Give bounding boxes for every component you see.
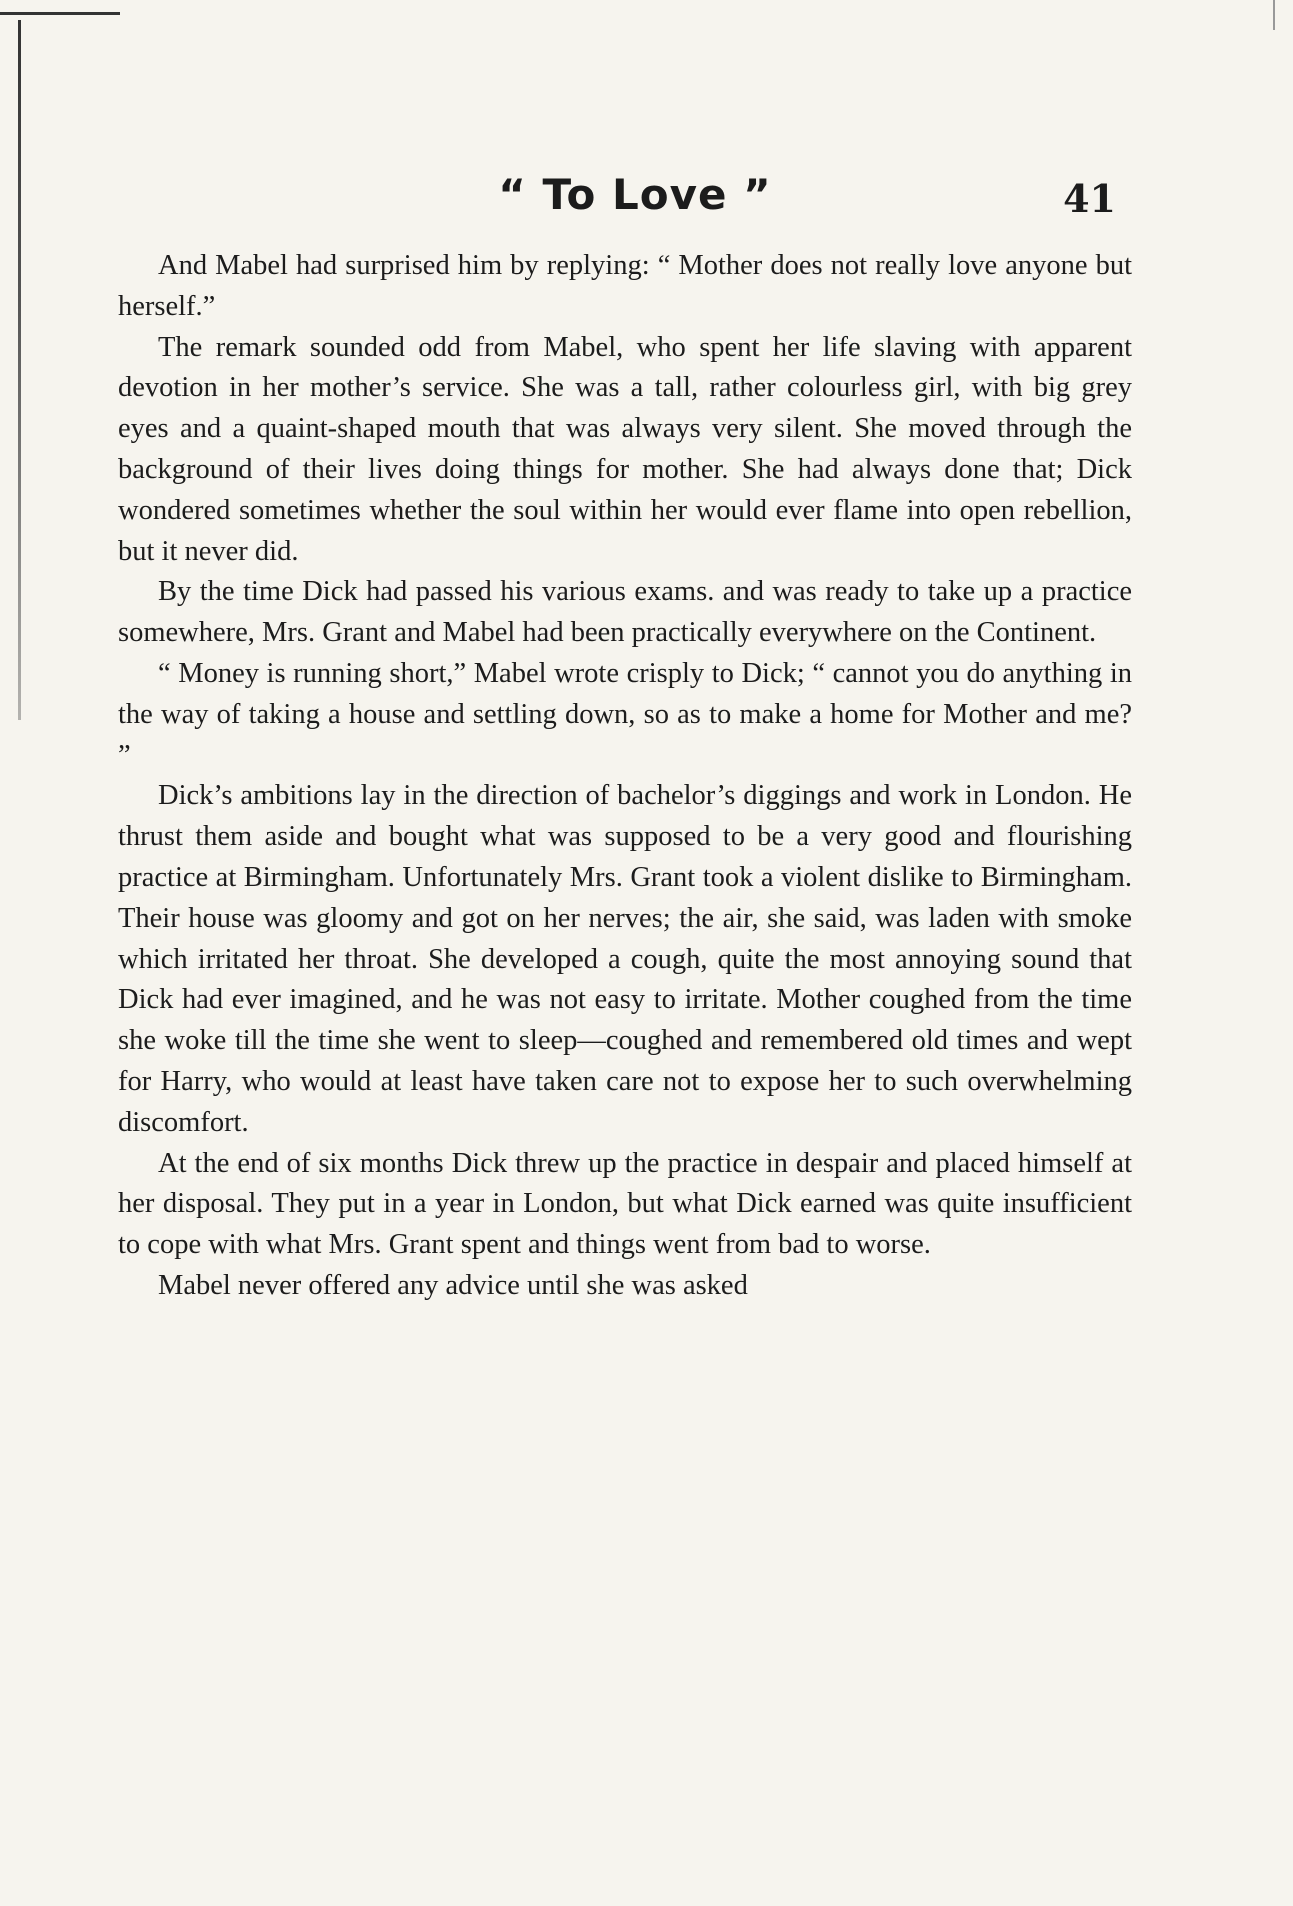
- page-header: [150, 170, 1120, 230]
- paragraph: The remark sounded odd from Mabel, who spent her life slaving with apparent devotion in her mother’s service. She was a tall, rather colourless girl, with big grey eyes and a quaint-shaped mouth that was always very silent. She moved through the background of their lives doing things for mother. She had always done that; Dick wondered sometimes whether the soul within her would ever flame into open rebellion, but it never did.: [118, 331, 1132, 567]
- paragraph: Dick’s ambitions lay in the direction of bachelor’s diggings and work in London. He thrust them aside and bought what was supposed to be a very good and flourishing practice at Birmingham. Unfortunately Mrs. Grant took a violent dislike to Birmingham. Their house was gloomy and got on her nerves; the air, she said, was laden with smoke which irritated her throat. She developed a cough, quite the most annoying sound that Dick had ever imagined, and he was not easy to irritate. Mother coughed from the time she woke till the time she went to sleep—coughed and remembered old times and wept for Harry, who would at least have taken care not to expose her to such overwhelming discomfort.: [118, 780, 1132, 1138]
- paragraph: Mabel never offered any advice until she was asked: [158, 1269, 748, 1301]
- scan-edge-left: [18, 20, 21, 720]
- page-number: 41: [1063, 176, 1116, 221]
- running-title: “ To Love ”: [498, 170, 772, 219]
- paragraph: “ Money is running short,” Mabel wrote crisply to Dick; “ cannot you do anything in the way of taking a house and settling down, so as to make a home for Mother and me? ”: [118, 657, 1132, 771]
- scan-edge-right: [1273, 0, 1275, 30]
- paragraph: At the end of six months Dick threw up the practice in despair and placed himself at her disposal. They put in a year in London, but what Dick earned was quite insufficient to cope with what Mrs. Grant spent and things went from bad to worse.: [118, 1147, 1132, 1261]
- scan-edge-top: [0, 12, 120, 15]
- paragraph: By the time Dick had passed his various exams. and was ready to take up a practice somewhere, Mrs. Grant and Mabel had been practically everywhere on the Continent.: [118, 576, 1132, 649]
- body-text: [118, 246, 1132, 1307]
- paragraph: And Mabel had surprised him by replying: “ Mother does not really love anyone but herself.”: [118, 250, 1132, 322]
